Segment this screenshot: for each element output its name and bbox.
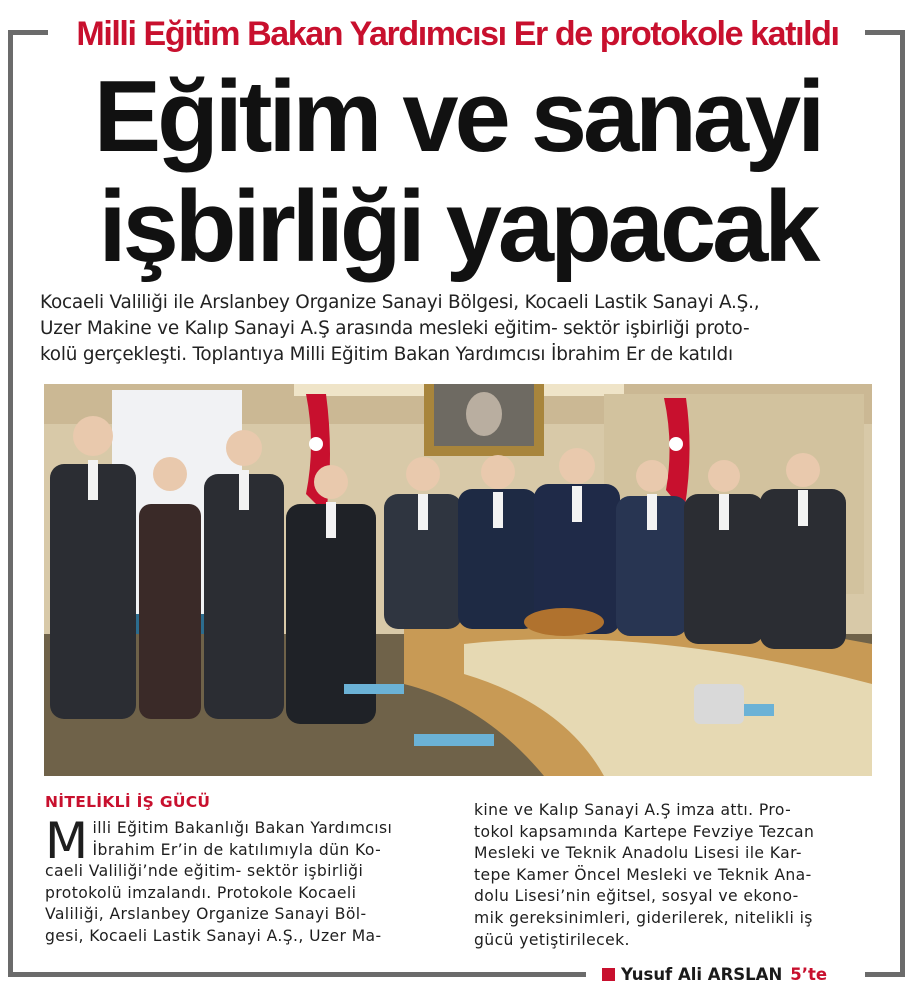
- body-line: illi Eğitim Bakanlığı Bakan Yardımcısı: [92, 819, 393, 837]
- body-line: gesi, Kocaeli Lastik Sanayi A.Ş., Uzer Ma-: [45, 926, 382, 945]
- body-line: gücü yetiştirilecek.: [474, 930, 630, 949]
- frame-top-right: [865, 30, 905, 35]
- frame-bottom-left: [8, 972, 586, 977]
- body-line: Valiliği, Arslanbey Organize Sanayi Böl-: [45, 905, 367, 924]
- body-line: tokol kapsamında Kartepe Fevziye Tezcan: [474, 822, 815, 841]
- body-column-1: [45, 812, 445, 948]
- headline-line-2: işbirliği yapacak: [98, 171, 817, 283]
- body-column-2: [474, 800, 874, 951]
- kicker-headline: Milli Eğitim Bakan Yardımcısı Er de protokole katıldı: [50, 12, 865, 56]
- body-line: protokolü imzalandı. Protokole Kocaeli: [45, 883, 357, 902]
- byline: [596, 962, 833, 988]
- spot-line-2: Uzer Makine ve Kalıp Sanayi A.Ş arasında mesleki eğitim- sektör işbirliği proto-: [40, 318, 750, 339]
- page-reference: 5’te: [790, 965, 828, 984]
- spot-text: [40, 290, 875, 368]
- body-line: caeli Valiliği’nde eğitim- sektör işbirliği: [45, 862, 364, 881]
- body-line: kine ve Kalıp Sanayi A.Ş imza attı. Pro-: [474, 801, 792, 819]
- frame-bottom-right: [865, 972, 905, 977]
- author-name: Yusuf Ali ARSLAN: [621, 965, 783, 984]
- main-headline: [20, 62, 895, 282]
- byline-square-icon: [602, 968, 615, 981]
- body-line: tepe Kamer Öncel Mesleki ve Teknik Ana-: [474, 865, 812, 884]
- body-line: İbrahim Er’in de katılımıyla dün Ko-: [92, 840, 382, 859]
- headline-line-1: Eğitim ve sanayi: [93, 61, 822, 173]
- body-line: mik gereksinimleri, giderilerek, nitelikli iş: [474, 908, 813, 927]
- spot-line-3: kolü gerçekleşti. Toplantıya Milli Eğitim Bakan Yardımcısı İbrahim Er de katıldı: [40, 344, 733, 365]
- body-line: dolu Lisesi’nin eğitsel, sosyal ve ekono-: [474, 887, 799, 906]
- section-subhead: NİTELİKLİ İŞ GÜCÜ: [45, 793, 211, 811]
- drop-cap: M: [45, 812, 89, 870]
- frame-top-left: [8, 30, 48, 35]
- body-line: Mesleki ve Teknik Anadolu Lisesi ile Kar-: [474, 844, 802, 863]
- news-photo: [44, 384, 872, 776]
- spot-line-1: Kocaeli Valiliği ile Arslanbey Organize Sanayi Bölgesi, Kocaeli Lastik Sanayi A.Ş.,: [40, 292, 760, 313]
